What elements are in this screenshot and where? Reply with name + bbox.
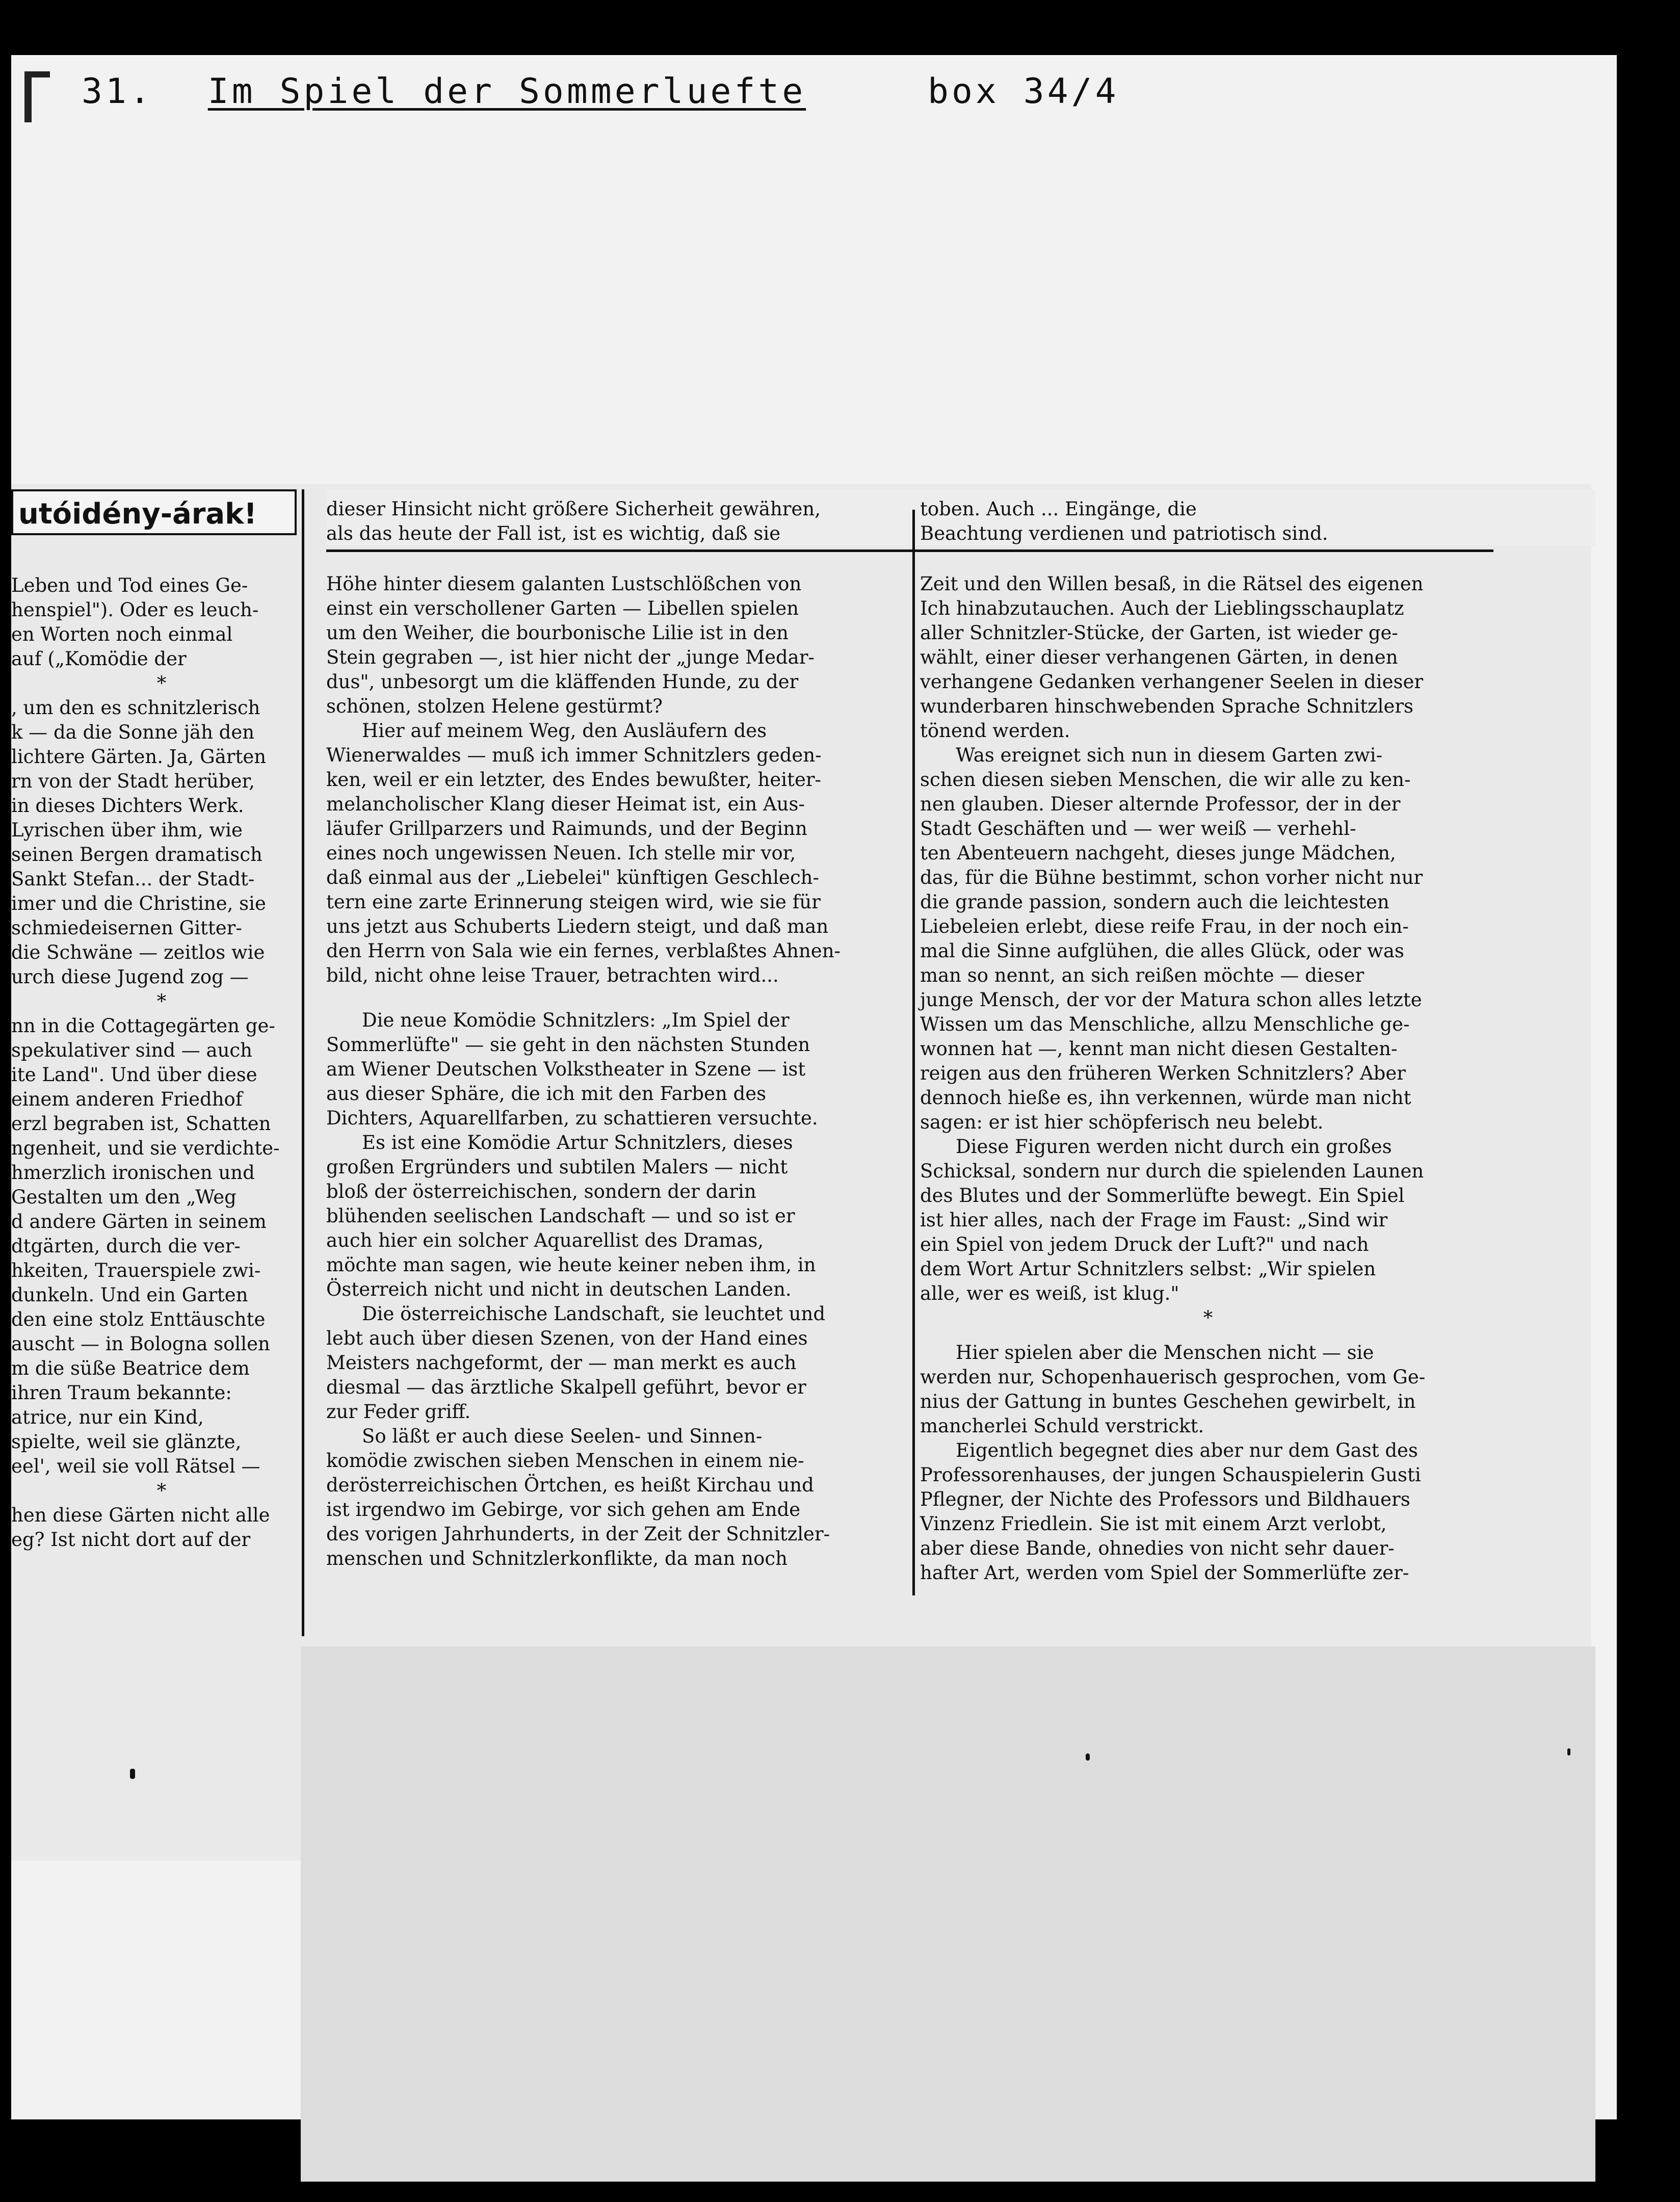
column-rule-right [912,510,915,1595]
column-middle [326,572,902,1571]
box-label: box 34/4 [928,71,1119,112]
text-line: aller Schnitzler-Stücke, der Garten, ist wieder ge- [920,622,1398,644]
text-line: Sommerlüfte" — sie geht in den nächsten Stunden [326,1034,810,1056]
text-line: mancherlei Schuld verstrickt. [920,1415,1204,1437]
text-line: Österreich nicht und nicht in deutschen Landen. [326,1278,792,1300]
text-line: des vorigen Jahrhunderts, in der Zeit der Schnitzler- [326,1523,830,1545]
text-line: lichtere Gärten. Ja, Gärten [11,746,267,768]
text-line: ist irgendwo im Gebirge, vor sich gehen am Ende [326,1499,801,1521]
text-line: dus", unbesorgt um die kläffenden Hunde, zu der [326,671,799,693]
text-line: Zeit und den Willen besaß, in die Rätsel des eigenen [920,573,1424,595]
text-line: nn in die Cottagegärten ge- [11,1015,275,1037]
text-line: Liebeleien erlebt, diese reife Frau, in der noch ein- [920,915,1409,937]
text-line: Es ist eine Komödie Artur Schnitzlers, dieses [362,1132,793,1154]
text-line: imer und die Christine, sie [11,893,266,914]
text-line: Eigentlich begegnet dies aber nur dem Gast des [956,1439,1418,1461]
text-line: aber diese Bande, ohnedies von nicht sehr dauer- [920,1537,1395,1559]
text-line: Pflegner, der Nichte des Professors und Bildhauers [920,1488,1410,1510]
text-line: Leben und Tod eines Ge- [11,574,248,596]
text-line: schen diesen sieben Menschen, die wir alle zu ken- [920,769,1411,791]
text-line: die Schwäne — zeitlos wie [11,941,265,963]
text-line: Gestalten um den „Weg [11,1186,237,1208]
text-line: henspiel"). Oder es leuch- [11,599,259,621]
ad-banner: utóidény-árak! [11,489,297,535]
text-line: spielte, weil sie glänzte, [11,1431,242,1453]
text-line: um den Weiher, die bourbonische Lilie ist in den [326,622,789,644]
text-line: das, für die Bühne bestimmt, schon vorher nicht nur [920,867,1423,888]
speck [130,1769,135,1779]
text-line: Schicksal, sondern nur durch die spielenden Launen [920,1160,1424,1182]
text-line: einem anderen Friedhof [11,1088,243,1110]
text-line: dieser Hinsicht nicht größere Sicherheit gewähren, [326,498,821,520]
text-line: , um den es schnitzlerisch [11,697,260,719]
top-rule [326,549,1493,552]
column-middle-top [326,497,902,546]
text-line: eines noch ungewissen Neuen. Ich stelle mir vor, [326,842,796,864]
text-line: schmiedeisernen Gitter- [11,917,242,939]
text-line: auf („Komödie der [11,648,187,670]
section-star: * [1203,1307,1213,1329]
section-star: * [156,990,167,1012]
text-line: ist hier alles, nach der Frage im Faust: „Sind wir [920,1209,1388,1231]
text-line: des Blutes und der Sommerlüfte bewegt. Ein Spiel [920,1185,1405,1207]
text-line: ten Abenteuern nachgeht, dieses junge Mädchen, [920,842,1396,864]
text-line: Lyrischen über ihm, wie [11,819,243,841]
text-line: auch hier ein solcher Aquarellist des Dramas, [326,1229,764,1251]
paragraph-gap [326,988,902,1008]
text-line: hafter Art, werden vom Spiel der Sommerlüfte zer- [920,1562,1409,1584]
text-line: menschen und Schnitzlerkonflikte, da man noch [326,1548,788,1569]
text-line: alle, wer es weiß, ist klug." [920,1282,1179,1304]
text-line: man so nennt, an sich reißen möchte — dieser [920,964,1364,986]
text-line: möchte man sagen, wie heute keiner neben ihm, in [326,1254,816,1276]
text-line: hen diese Gärten nicht alle [11,1504,270,1526]
text-line: Ich hinabzutauchen. Auch der Lieblingsschauplatz [920,597,1404,619]
text-line: auscht — in Bologna sollen [11,1333,270,1355]
text-line: Meisters nachgeformt, der — man merkt es auch [326,1352,797,1374]
item-title: Im Spiel der Sommerluefte [207,71,806,112]
text-line: erzl begraben ist, Schatten [11,1113,271,1135]
text-line: dunkeln. Und ein Garten [11,1284,248,1306]
text-line: schönen, stolzen Helene gestürmt? [326,695,663,717]
text-line: Professorenhauses, der jungen Schauspielerin Gusti [920,1464,1421,1486]
text-line: toben. Auch ... Eingänge, die [920,498,1197,520]
text-line: lebt auch über diesen Szenen, von der Hand eines [326,1327,808,1349]
text-line: wählt, einer dieser verhangenen Gärten, in denen [920,646,1398,668]
text-line: zur Feder griff. [326,1401,471,1423]
paragraph-gap [920,1330,1496,1341]
text-line: wunderbaren hinschwebenden Sprache Schnitzlers [920,695,1414,717]
text-line: daß einmal aus der „Liebelei" künftigen Geschlech- [326,867,820,888]
text-line: großen Ergründers und subtilen Malers — nicht [326,1156,788,1178]
text-line: ken, weil er ein letzter, des Endes bewußter, heiter- [326,769,822,791]
text-line: ngenheit, und sie verdichte- [11,1137,280,1159]
text-line: So läßt er auch diese Seelen- und Sinnen- [362,1425,763,1447]
text-line: blühenden seelischen Landschaft — und so ist er [326,1205,795,1227]
item-number: 31. [82,71,153,112]
text-line: hmerzlich ironischen und [11,1162,255,1184]
text-line: Höhe hinter diesem galanten Lustschlößchen von [326,573,802,595]
column-right-top [920,497,1496,546]
text-line: Stein gegraben —, ist hier nicht der „junge Medar- [326,646,815,668]
text-line: atrice, nur ein Kind, [11,1406,204,1428]
text-line: läufer Grillparzers und Raimunds, und der Beginn [326,818,807,840]
text-line: junge Mensch, der vor der Matura schon alles letzte [920,989,1422,1011]
text-line: Was ereignet sich nun in diesem Garten zwi- [956,744,1383,766]
text-line: Stadt Geschäften und — wer weiß — verhehl- [920,818,1356,840]
text-line: nius der Gattung in buntes Geschehen gewirbelt, in [920,1391,1416,1412]
text-line: als das heute der Fall ist, ist es wichtig, daß sie [326,522,781,544]
text-line: Sankt Stefan... der Stadt- [11,868,255,890]
text-line: hkeiten, Trauerspiele zwi- [11,1260,261,1281]
text-line: diesmal — das ärztliche Skalpell geführt, bevor er [326,1376,806,1398]
text-line: werden nur, Schopenhauerisch gesprochen, vom Ge- [920,1366,1426,1388]
section-star: * [156,672,167,694]
text-line: die grande passion, sondern auch die leichtesten [920,891,1389,913]
text-line: dem Wort Artur Schnitzlers selbst: „Wir spielen [920,1258,1376,1280]
text-line: sagen: er ist hier schöpferisch neu belebt. [920,1111,1324,1133]
text-line: Die österreichische Landschaft, sie leuchtet und [362,1303,826,1325]
text-line: d andere Gärten in seinem [11,1211,267,1233]
text-line: seinen Bergen dramatisch [11,844,262,866]
text-line: Wienerwaldes — muß ich immer Schnitzlers geden- [326,744,822,766]
text-line: ihren Traum bekannte: [11,1382,232,1404]
text-line: nen glauben. Dieser alternde Professor, der in der [920,793,1401,815]
text-line: Beachtung verdienen und patriotisch sind. [920,522,1328,544]
text-line: bloß der österreichischen, sondern der darin [326,1181,756,1202]
text-line: Wissen um das Menschliche, allzu Menschliche ge- [920,1013,1410,1035]
text-line: en Worten noch einmal [11,623,233,645]
text-line: Hier auf meinem Weg, den Ausläufern des [362,720,767,742]
archive-header [82,71,1119,112]
text-line: bild, nicht ohne leise Trauer, betrachten wird... [326,964,779,986]
text-line: tern eine zarte Erinnerung steigen wird, wie sie für [326,891,821,913]
text-line: spekulativer sind — auch [11,1039,252,1061]
text-line: reigen aus den früheren Werken Schnitzlers? Aber [920,1062,1406,1084]
registration-corner-mark-top [24,71,50,77]
text-line: dtgärten, durch die ver- [11,1235,241,1257]
text-line: einst ein verschollener Garten — Libellen spielen [326,597,799,619]
column-right [920,572,1496,1585]
text-line: ite Land". Und über diese [11,1064,257,1086]
text-line: Vinzenz Friedlein. Sie ist mit einem Arzt verlobt, [920,1513,1387,1535]
text-line: aus dieser Sphäre, die ich mit den Farben des [326,1083,767,1105]
text-line: mal die Sinne aufglühen, die alles Glück, oder was [920,940,1404,962]
text-line: rn von der Stadt herüber, [11,770,255,792]
column-left [11,573,312,1552]
text-line: Diese Figuren werden nicht durch ein großes [956,1136,1392,1158]
text-line: tönend werden. [920,720,1070,742]
text-line: am Wiener Deutschen Volkstheater in Szene — ist [326,1058,806,1080]
clipping-lower-backing [301,1646,1595,2182]
text-line: uns jetzt aus Schuberts Liedern steigt, und daß man [326,915,829,937]
text-line: wonnen hat —, kennt man nicht diesen Gestalten- [920,1038,1398,1060]
text-line: Hier spielen aber die Menschen nicht — sie [956,1342,1374,1364]
text-line: melancholischer Klang dieser Heimat ist, ein Aus- [326,793,805,815]
text-line: in dieses Dichters Werk. [11,795,244,817]
registration-corner-mark [24,71,32,122]
text-line: eel', weil sie voll Rätsel — [11,1455,260,1477]
text-line: m die süße Beatrice dem [11,1357,250,1379]
text-line: derösterreichischen Örtchen, es heißt Kirchau und [326,1474,814,1496]
speck [1086,1753,1090,1761]
text-line: ein Spiel von jedem Druck der Luft?" und nach [920,1234,1369,1255]
text-line: komödie zwischen sieben Menschen in einem nie- [326,1450,804,1472]
section-star: * [156,1480,167,1502]
text-line: k — da die Sonne jäh den [11,721,255,743]
text-line: den Herrn von Sala wie ein fernes, verblaßtes Ahnen- [326,940,841,962]
text-line: dennoch hieße es, ihn verkennen, würde man nicht [920,1087,1411,1109]
text-line: Die neue Komödie Schnitzlers: „Im Spiel der [362,1009,790,1031]
text-line: Dichters, Aquarellfarben, zu schattieren versuchte. [326,1107,818,1129]
text-line: den eine stolz Enttäuschte [11,1308,266,1330]
text-line: verhangene Gedanken verhangener Seelen in dieser [920,671,1424,693]
text-line: urch diese Jugend zog — [11,966,249,988]
speck [1567,1748,1570,1755]
text-line: eg? Ist nicht dort auf der [11,1529,251,1551]
